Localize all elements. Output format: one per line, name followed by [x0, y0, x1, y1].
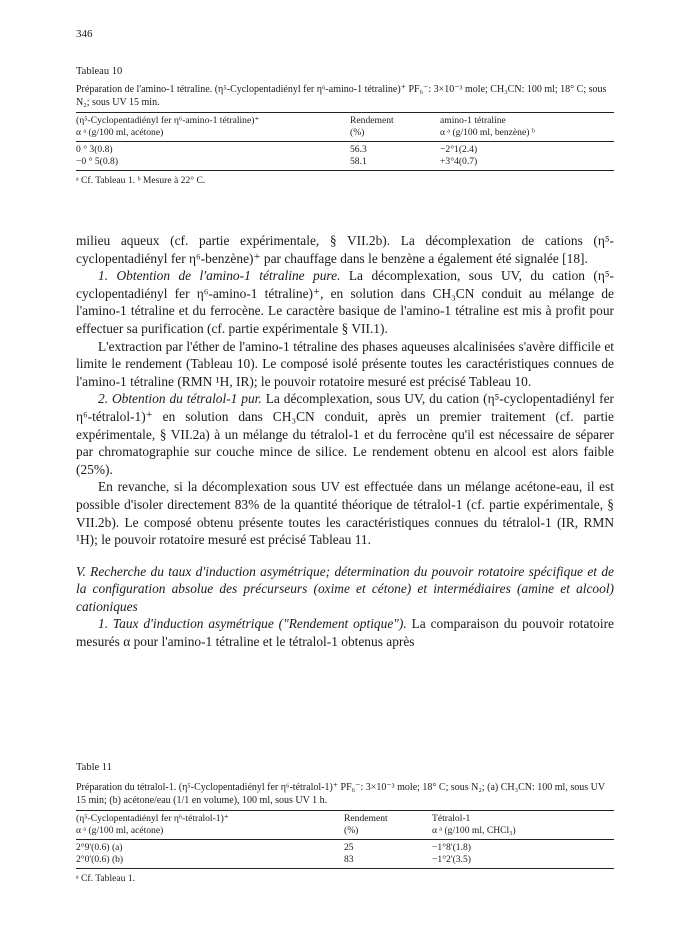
- table-row: [76, 142, 614, 157]
- table11-header-1: [344, 811, 432, 840]
- table-row: [76, 156, 614, 171]
- table-cell: 83: [344, 854, 432, 869]
- header-line: α ᵃ (g/100 ml, CHCl₃): [432, 825, 516, 836]
- table-cell: 58.1: [350, 156, 440, 171]
- table-header-row: [76, 113, 614, 142]
- header-line: α ᵃ (g/100 ml, acétone): [76, 825, 164, 836]
- table11: [76, 810, 614, 869]
- paragraph: En revanche, si la décomplexation sous UV est effectuée dans un mélange acétone-eau, il est possible d'isoler directement 83% de la quantité théorique de tétralol-1 (cf. partie expérimentale, § VII.2b). Le composé obtenu présente toutes les caractéristiques connues du tétralol-1 (IR, RMN ¹H); le pouvoir rotatoire mesuré est précisé Tableau 11.: [76, 479, 614, 548]
- table10: [76, 112, 614, 171]
- table11-label: Table 11: [76, 762, 112, 773]
- table11-header-2: [432, 811, 614, 840]
- table-cell: −1°8'(1.8): [432, 842, 471, 853]
- table11-header-0: [76, 811, 344, 840]
- header-line: (η⁵-Cyclopentadiényl fer η⁶-amino-1 tétraline)⁺: [76, 115, 260, 126]
- header-line: Rendement: [344, 813, 388, 824]
- table10-footnote: ᵃ Cf. Tableau 1. ᵇ Mesure à 22° C.: [76, 175, 206, 186]
- paragraph-text: La décomplexation, sous UV, du cation (η⁵-cyclopentadiényl fer η⁶-tétralol-1)⁺ en solution dans CH₃CN conduit, après un premier traitement (cf. partie expérimentale, § VII.2a) à un mélange du tétralol-1 et du ferrocène qu'il est nécessaire de séparer par chromatographie sur couche mince de silice. Le rendement obtenu en alcool est alors faible (25%).: [76, 391, 614, 477]
- paragraph: [76, 267, 614, 337]
- header-line: α ᵃ (g/100 ml, acétone): [76, 127, 164, 138]
- header-line: Rendement: [350, 115, 394, 126]
- table-cell: 25: [344, 842, 354, 853]
- subsection-title: 1. Obtention de l'amino-1 tétraline pure.: [98, 268, 341, 284]
- table11-footnote: ᵃ Cf. Tableau 1.: [76, 873, 136, 884]
- header-line: (%): [350, 127, 365, 138]
- table10-header-2: [440, 113, 614, 142]
- page-number: 346: [76, 28, 93, 40]
- table10-block: [76, 66, 614, 186]
- table10-caption: Préparation de l'amino-1 tétraline. (η⁵-Cyclopentadiényl fer η⁶-amino-1 tétraline)⁺ PF₆⁻: 3×10⁻³ mole; CH₃CN: 100 ml; 18° C; sous N₂; sous UV 15 min.: [76, 84, 607, 108]
- paragraph: milieu aqueux (cf. partie expérimentale, § VII.2b). La décomplexation de cations (η⁵-cyclopentadiényl fer η⁶-benzène)⁺ par chauffage dans le benzène a également été signalée [18].: [76, 233, 614, 266]
- table-cell: 2°9'(0.6) (a): [76, 842, 123, 853]
- table-cell: −0 ° 5(0.8): [76, 156, 350, 171]
- table-cell: 2°0'(0.6) (b): [76, 854, 344, 869]
- header-line: α ᵃ (g/100 ml, benzène) ᵇ: [440, 127, 535, 138]
- header-line: (%): [344, 825, 359, 836]
- paragraph: L'extraction par l'éther de l'amino-1 tétraline des phases aqueuses alcalinisées s'avère difficile et limite le rendement (Tableau 10). Le composé isolé présente toutes les caractéristiques connues de l'amino-1 tétraline (RMN ¹H, IR); le pouvoir rotatoire mesuré est précisé Tableau 10.: [76, 338, 614, 389]
- section-heading: V. Recherche du taux d'induction asymétrique; détermination du pouvoir rotatoire spécifique et de la configuration absolue des précurseurs (oxime et cétone) et intermédiaires (amine et alcool) cationiques: [76, 563, 614, 614]
- table11-caption: Préparation du tétralol-1. (η⁵-Cyclopentadiényl fer η⁶-tétralol-1)⁺ PF₆⁻: 3×10⁻³ mole; 18° C; sous N₂; (a) CH₃CN: 100 ml, sous UV 15 min; (b) acétone/eau (1/1 en volume), 100 ml, sous UV 1 h.: [76, 782, 605, 806]
- header-line: (η⁵-Cyclopentadiényl fer η⁶-tétralol-1)⁺: [76, 813, 229, 824]
- table11-block: [76, 762, 614, 884]
- body-text: [76, 232, 614, 651]
- table10-header-1: [350, 113, 440, 142]
- table-row: [76, 854, 614, 869]
- table10-header-0: [76, 113, 350, 142]
- header-line: amino-1 tétraline: [440, 115, 506, 126]
- table-header-row: [76, 811, 614, 840]
- table-cell: −2°1(2.4): [440, 144, 478, 155]
- paragraph: [76, 390, 614, 478]
- subsection-title: 2. Obtention du tétralol-1 pur.: [98, 391, 262, 407]
- paragraph-text: La comparaison du pouvoir rotatoire mesurés α pour l'amino-1 tétraline et le tétralol-1 obtenus après: [76, 616, 614, 650]
- table-cell: 56.3: [350, 144, 367, 155]
- header-line: Tétralol-1: [432, 813, 471, 824]
- table-cell: +3°4(0.7): [440, 156, 614, 171]
- table-cell: 0 ° 3(0.8): [76, 144, 113, 155]
- paragraph: [76, 615, 614, 650]
- table-row: [76, 840, 614, 855]
- table10-label: Tableau 10: [76, 66, 123, 77]
- subsection-title: 1. Taux d'induction asymétrique ("Rendement optique").: [98, 616, 407, 632]
- paragraph-text: La décomplexation, sous UV, du cation (η⁵-cyclopentadiényl fer η⁶-amino-1 tétraline)⁺, en solution dans CH₃CN conduit au mélange de l'amino-1 tétraline et du ferrocène. Le caractère basique de l'amino-1 tétraline est mis à profit pour effectuer sa purification (cf. partie expérimentale § VII.1).: [76, 268, 614, 336]
- table-cell: −1°2'(3.5): [432, 854, 614, 869]
